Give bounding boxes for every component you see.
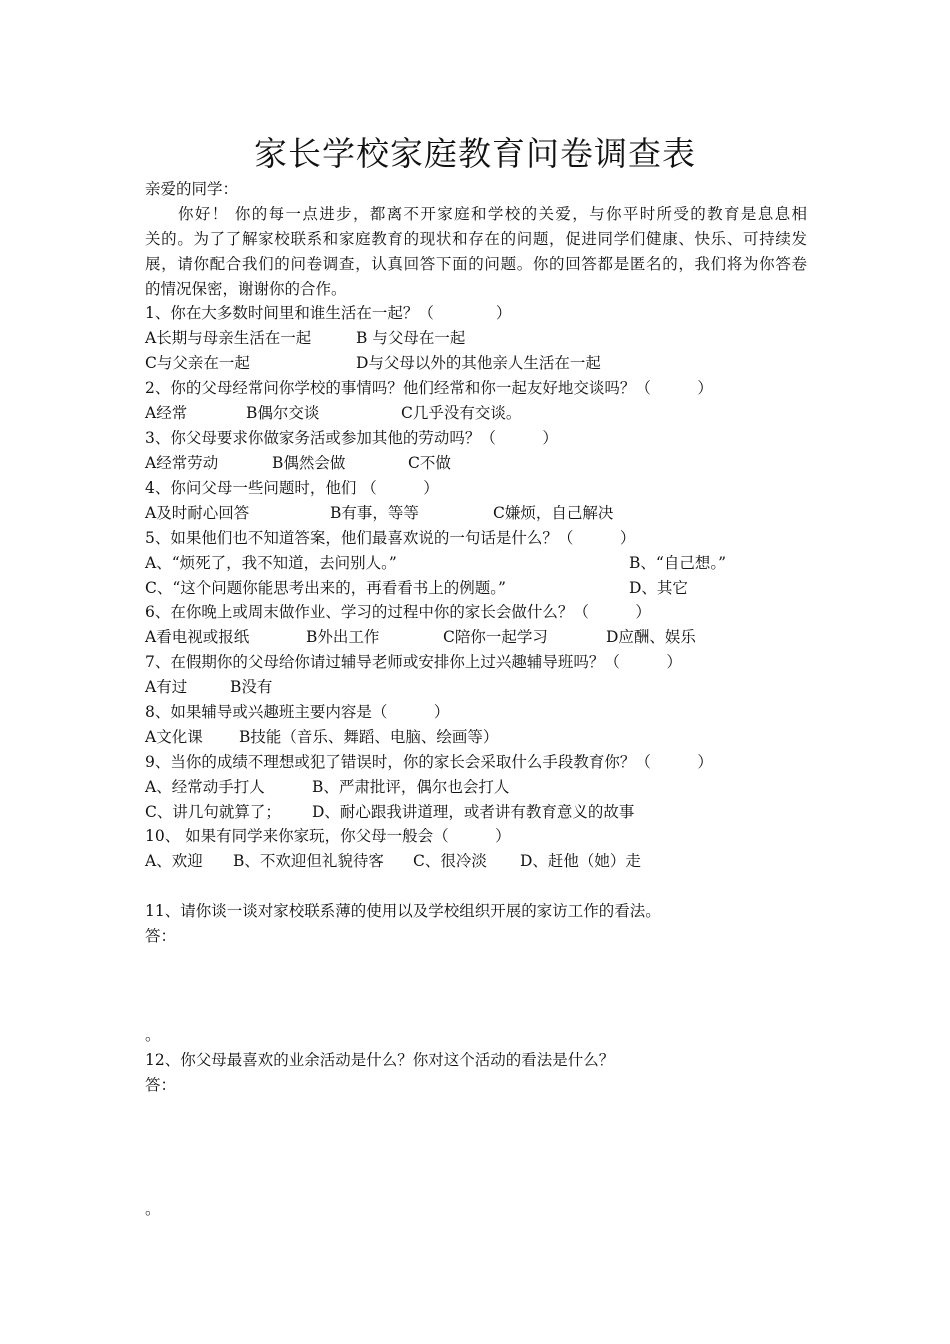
question-9: 9、当你的成绩不理想或犯了错误时，你的家长会采取什么手段教育你？（ ） <box>145 753 713 771</box>
intro-line: 关的。为了了解家校联系和家庭教育的现状和存在的问题，促进同学们健康、快乐、可持续发 <box>145 230 807 248</box>
option-a: A经常劳动 <box>145 454 219 472</box>
option-d: D、其它 <box>629 579 688 597</box>
intro-line: 展，请你配合我们的问卷调查，认真回答下面的问题。你的回答都是匿名的，我们将为你答卷 <box>145 255 807 273</box>
option-c: C几乎没有交谈。 <box>401 404 522 422</box>
option-c: C与父亲在一起 <box>145 354 250 372</box>
option-d: D、赶他（她）走 <box>520 852 641 870</box>
question-3: 3、你父母要求你做家务活或参加其他的劳动吗？（ ） <box>145 429 558 447</box>
option-c: C嫌烦，自己解决 <box>493 504 614 522</box>
question-12: 12、你父母最喜欢的业余活动是什么？你对这个活动的看法是什么？ <box>145 1051 615 1069</box>
option-a: A经常 <box>145 404 188 422</box>
question-8: 8、如果辅导或兴趣班主要内容是（ ） <box>145 703 450 721</box>
option-a: A、欢迎 <box>145 852 203 870</box>
option-b: B偶尔交谈 <box>246 404 320 422</box>
option-b: B有事，等等 <box>330 504 419 522</box>
question-2: 2、你的父母经常问你学校的事情吗？他们经常和你一起友好地交谈吗？（ ） <box>145 379 713 397</box>
option-c: C不做 <box>408 454 451 472</box>
option-c: C、“这个问题你能思考出来的，再看看书上的例题。” <box>145 579 506 597</box>
option-b: B、严肃批评，偶尔也会打人 <box>312 778 510 796</box>
greeting: 亲爱的同学： <box>145 180 239 198</box>
option-a: A文化课 <box>145 728 203 746</box>
option-d: D应酬、娱乐 <box>606 628 696 646</box>
option-b: B、“自己想。” <box>629 554 726 572</box>
intro-line: 你好！ 你的每一点进步，都离不开家庭和学校的关爱，与你平时所受的教育是息息相 <box>178 205 807 223</box>
option-c: C、讲几句就算了； <box>145 803 281 821</box>
option-c: C陪你一起学习 <box>443 628 548 646</box>
option-a: A长期与母亲生活在一起 <box>145 329 312 347</box>
question-5: 5、如果他们也不知道答案，他们最喜欢说的一句话是什么？（ ） <box>145 529 636 547</box>
question-11: 11、请你谈一谈对家校联系薄的使用以及学校组织开展的家访工作的看法。 <box>145 902 661 920</box>
answer-label: 答： <box>145 1076 177 1094</box>
option-b: B技能（音乐、舞蹈、电脑、绘画等） <box>239 728 499 746</box>
question-6: 6、在你晚上或周末做作业、学习的过程中你的家长会做什么？（ ） <box>145 603 651 621</box>
option-c: C、很冷淡 <box>413 852 487 870</box>
question-1: 1、你在大多数时间里和谁生活在一起？（ ） <box>145 304 512 322</box>
question-10: 10、 如果有同学来你家玩，你父母一般会（ ） <box>145 827 511 845</box>
option-b: B 与父母在一起 <box>356 329 466 347</box>
page-title: 家长学校家庭教育问卷调查表 <box>254 134 696 173</box>
option-b: B外出工作 <box>306 628 380 646</box>
option-b: B偶然会做 <box>272 454 346 472</box>
option-a: A看电视或报纸 <box>145 628 250 646</box>
question-4: 4、你问父母一些问题时，他们 （ ） <box>145 479 439 497</box>
option-d: D与父母以外的其他亲人生活在一起 <box>356 354 601 372</box>
option-a: A有过 <box>145 678 188 696</box>
option-d: D、耐心跟我讲道理，或者讲有教育意义的故事 <box>312 803 635 821</box>
option-b: B没有 <box>230 678 273 696</box>
option-b: B、不欢迎但礼貌待客 <box>233 852 384 870</box>
option-a: A、经常动手打人 <box>145 778 265 796</box>
answer-end-mark: 。 <box>145 1200 161 1218</box>
intro-line: 的情况保密，谢谢你的合作。 <box>145 280 347 298</box>
answer-label: 答： <box>145 927 177 945</box>
option-a: A及时耐心回答 <box>145 504 250 522</box>
option-a: A、“烦死了，我不知道，去问别人。” <box>145 554 397 572</box>
question-7: 7、在假期你的父母给你请过辅导老师或安排你上过兴趣辅导班吗？（ ） <box>145 653 682 671</box>
answer-end-mark: 。 <box>145 1026 161 1044</box>
